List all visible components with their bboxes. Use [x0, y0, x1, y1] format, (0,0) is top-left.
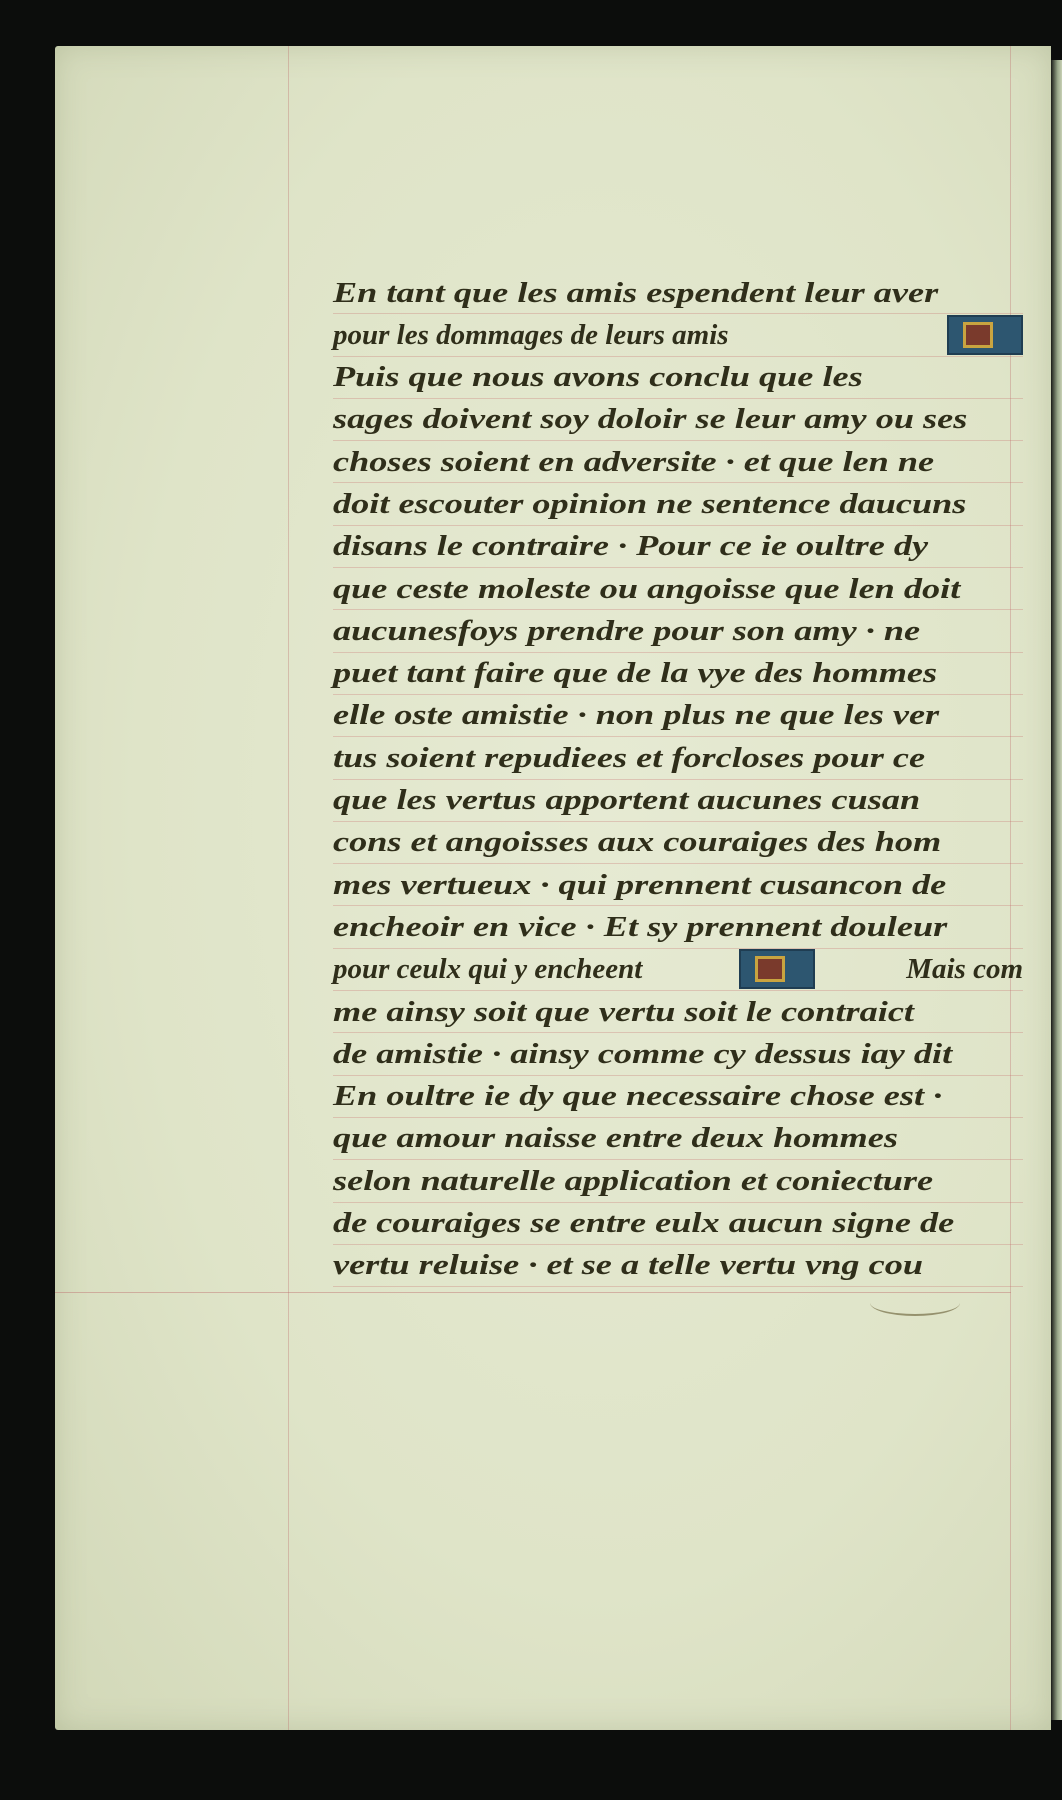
line-text: choses soient en adversite · et que len ne — [333, 445, 935, 478]
line-text: pour les dommages de leurs amis — [333, 318, 729, 351]
line-text: aucunesfoys prendre pour son amy · ne — [333, 614, 921, 647]
line-text: que les vertus apportent aucunes cusan — [333, 784, 921, 817]
line-text: doit escouter opinion ne sentence daucuns — [333, 487, 967, 520]
line-text: disans le contraire · Pour ce ie oultre dy — [333, 530, 929, 563]
line-text: En tant que les amis espendent leur aver — [333, 276, 939, 309]
line-text: elle oste amistie · non plus ne que les ver — [333, 699, 940, 732]
line-text: encheoir en vice · Et sy prennent douleur — [333, 910, 948, 943]
line-text: cons et angoisses aux couraiges des hom — [333, 826, 942, 859]
line-text: mes vertueux · qui prennent cusancon de — [333, 868, 947, 901]
text-line — [333, 780, 1023, 822]
ruling-line-left — [288, 46, 289, 1730]
line-text: Puis que nous avons conclu que les — [333, 361, 863, 394]
text-line — [333, 1245, 1023, 1287]
text-line — [333, 906, 1023, 948]
text-line — [333, 483, 1023, 525]
text-line — [333, 653, 1023, 695]
illuminated-initial-icon — [739, 949, 815, 989]
text-line — [333, 695, 1023, 737]
text-line — [333, 1160, 1023, 1202]
text-line — [333, 1076, 1023, 1118]
text-line — [333, 314, 1023, 356]
line-text: de couraiges se entre eulx aucun signe de — [333, 1207, 955, 1240]
line-text: me ainsy soit que vertu soit le contraict — [333, 995, 914, 1028]
text-line — [333, 272, 1023, 314]
line-text: de amistie · ainsy comme cy dessus iay dit — [333, 1037, 953, 1070]
ruling-line-bottom — [55, 1292, 1011, 1293]
text-line — [333, 864, 1023, 906]
initial-gold-letter — [755, 956, 785, 982]
text-line — [333, 568, 1023, 610]
line-text: sages doivent soy doloir se leur amy ou ses — [333, 403, 968, 436]
next-page-edge — [1051, 60, 1062, 1720]
text-line — [333, 991, 1023, 1033]
text-line — [333, 357, 1023, 399]
line-text: Mais com — [906, 953, 1023, 986]
text-line — [333, 1118, 1023, 1160]
text-line — [333, 737, 1023, 779]
line-text: En oultre ie dy que necessaire chose est · — [333, 1080, 943, 1113]
text-line — [333, 610, 1023, 652]
text-line — [333, 1033, 1023, 1075]
text-line — [333, 526, 1023, 568]
illuminated-initial-icon — [947, 315, 1023, 355]
text-line — [333, 441, 1023, 483]
text-line — [333, 822, 1023, 864]
text-line — [333, 949, 1023, 991]
line-text: tus soient repudiees et forcloses pour ce — [333, 741, 926, 774]
line-text: que ceste moleste ou angoisse que len doit — [333, 572, 961, 605]
text-line — [333, 399, 1023, 441]
line-text: que amour naisse entre deux hommes — [333, 1122, 898, 1155]
line-text: puet tant faire que de la vye des hommes — [333, 657, 938, 690]
initial-gold-letter — [963, 322, 993, 348]
line-text: vertu reluise · et se a telle vertu vng cou — [333, 1249, 923, 1282]
line-text: pour ceulx qui y encheent — [333, 953, 643, 986]
line-text: selon naturelle application et coniecture — [333, 1164, 934, 1197]
catchword-flourish — [870, 1290, 960, 1316]
text-line — [333, 1203, 1023, 1245]
manuscript-text — [333, 272, 1023, 1287]
